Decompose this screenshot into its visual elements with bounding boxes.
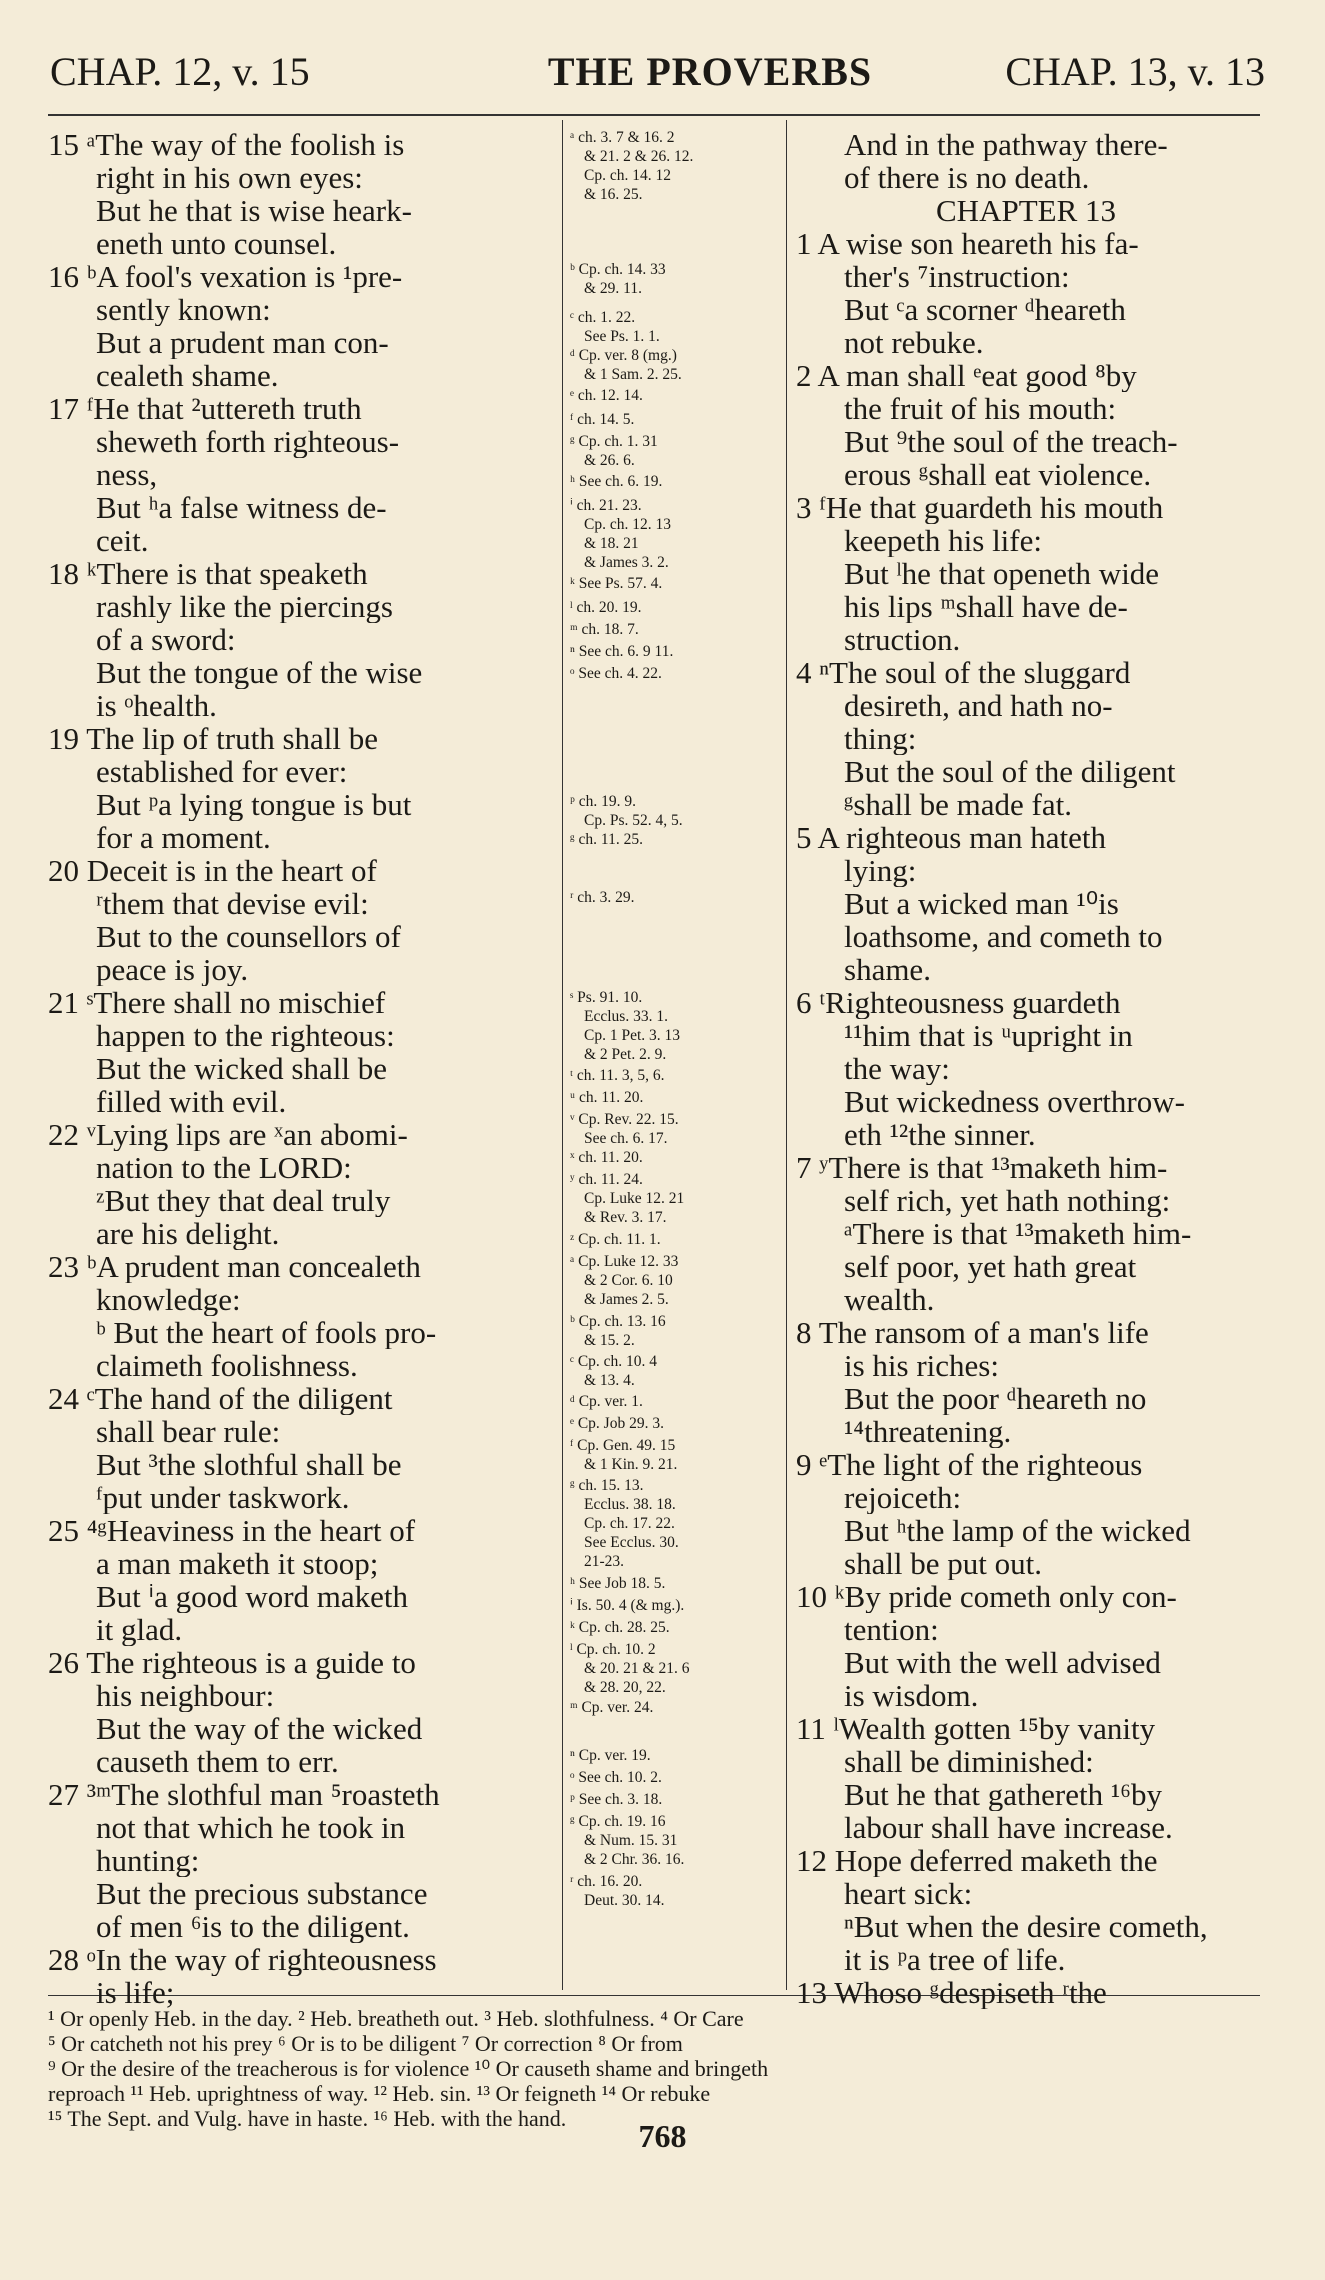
verse-line: filled with evil. xyxy=(96,1085,287,1118)
verse-line: not rebuke. xyxy=(844,326,984,359)
cross-reference-line: & Num. 15. 31 xyxy=(584,1832,678,1849)
verse-line: 18 ᵏThere is that speaketh xyxy=(48,557,368,590)
cross-reference xyxy=(570,1352,657,1390)
cross-reference-line: ʸ ch. 11. 24. xyxy=(570,1171,643,1188)
verse-line: ther's ⁷instruction: xyxy=(844,260,1070,293)
cross-reference-line: ˣ ch. 11. 20. xyxy=(570,1149,643,1166)
cross-reference-line: & James 2. 5. xyxy=(584,1291,669,1308)
verse-line: cealeth shame. xyxy=(96,359,279,392)
cross-reference-line: Ecclus. 33. 1. xyxy=(584,1008,668,1025)
verse-line: is wisdom. xyxy=(844,1679,979,1712)
right-text-column xyxy=(796,128,1256,2009)
verse-line: keepeth his life: xyxy=(844,524,1042,557)
cross-reference-line: ˡ ch. 20. 19. xyxy=(570,599,642,616)
verse-line: 13 Whoso ᵍdespiseth ʳthe xyxy=(796,1976,1107,2009)
verse-line: nation to the LORD: xyxy=(96,1151,352,1184)
verse-line: ᶠput under taskwork. xyxy=(96,1481,350,1514)
cross-reference-line: & James 3. 2. xyxy=(584,554,669,571)
verse-line: 22 ᵛLying lips are ˣan abomi- xyxy=(48,1118,408,1151)
cross-reference xyxy=(570,1436,677,1474)
cross-reference xyxy=(570,496,671,572)
verse-line: 25 ⁴ᵍHeaviness in the heart of xyxy=(48,1514,416,1547)
cross-reference-line: ⁱ ch. 21. 23. xyxy=(570,497,642,514)
verse-line: ᶻBut they that deal truly xyxy=(96,1184,391,1217)
cross-reference xyxy=(570,1698,653,1717)
verse-line: ¹¹him that is ᵘupright in xyxy=(844,1019,1133,1052)
verse-line: loathsome, and cometh to xyxy=(844,920,1163,953)
verse-line: not that which he took in xyxy=(96,1811,406,1844)
cross-reference-line: & 21. 2 & 26. 12. xyxy=(584,148,694,165)
verse-line: 6 ᵗRighteousness guardeth xyxy=(796,986,1121,1019)
column-divider-right xyxy=(786,120,787,1990)
cross-reference xyxy=(570,1872,665,1910)
cross-reference xyxy=(570,260,666,298)
verse-line: 19 The lip of truth shall be xyxy=(48,722,379,755)
verse-line: But the wicked shall be xyxy=(96,1052,387,1085)
verse-line: rashly like the piercings xyxy=(96,590,393,623)
cross-reference-line: ᵃ Cp. Luke 12. 33 xyxy=(570,1253,679,1270)
cross-reference xyxy=(570,1640,690,1697)
verse-line: are his delight. xyxy=(96,1217,280,1250)
verse-line: of men ⁶is to the diligent. xyxy=(96,1910,410,1943)
cross-reference-line: ᵒ See ch. 10. 2. xyxy=(570,1769,662,1786)
verse-line: 10 ᵏBy pride cometh only con- xyxy=(796,1580,1177,1613)
cross-reference-line: Cp. 1 Pet. 3. 13 xyxy=(584,1027,681,1044)
cross-reference-line: ᵇ Cp. ch. 13. 16 xyxy=(570,1313,666,1330)
verse-line: 21 ˢThere shall no mischief xyxy=(48,986,386,1019)
verse-line: 15 ᵃThe way of the foolish is xyxy=(48,128,405,161)
verse-line: heart sick: xyxy=(844,1877,973,1910)
cross-reference-line: & 2 Cor. 6. 10 xyxy=(584,1272,673,1289)
footnote-line: reproach ¹¹ Heb. uprightness of way. ¹² Heb. sin. ¹³ Or feigneth ¹⁴ Or rebuke xyxy=(48,2081,711,2106)
verse-line: But the way of the wicked xyxy=(96,1712,423,1745)
cross-reference-line: ᵇ Cp. ch. 14. 33 xyxy=(570,261,666,278)
cross-reference-line: 21-23. xyxy=(584,1553,625,1570)
cross-reference-line: ᶠ ch. 14. 5. xyxy=(570,411,635,428)
verse-line: sheweth forth righteous- xyxy=(96,425,400,458)
verse-line: ᵇ But the heart of fools pro- xyxy=(96,1316,437,1349)
cross-reference xyxy=(570,598,641,617)
verse-line: ᵃThere is that ¹³maketh him- xyxy=(844,1217,1192,1250)
header-right: CHAP. 13, v. 13 xyxy=(1005,49,1265,94)
cross-reference xyxy=(570,308,660,346)
cross-reference-line: ᵐ Cp. ver. 24. xyxy=(570,1699,654,1716)
cross-reference xyxy=(570,664,662,683)
cross-reference-line: ˢ Ps. 91. 10. xyxy=(570,989,643,1006)
verse-line: desireth, and hath no- xyxy=(844,689,1113,722)
verse-line: labour shall have increase. xyxy=(844,1811,1173,1844)
verse-line: his lips ᵐshall have de- xyxy=(844,590,1128,623)
cross-reference xyxy=(570,1746,651,1765)
cross-reference-line: Deut. 30. 14. xyxy=(584,1892,665,1909)
verse-line: 26 The righteous is a guide to xyxy=(48,1646,416,1679)
cross-reference-line: & 20. 21 & 21. 6 xyxy=(584,1660,690,1677)
cross-reference-line: Cp. ch. 12. 13 xyxy=(584,516,671,533)
cross-reference-line: Cp. Luke 12. 21 xyxy=(584,1190,685,1207)
cross-reference xyxy=(570,1618,670,1637)
cross-reference-line: ᵖ ch. 19. 9. xyxy=(570,793,636,810)
verse-line: 23 ᵇA prudent man concealeth xyxy=(48,1250,421,1283)
cross-reference xyxy=(570,1812,684,1869)
footnote-line: ¹ Or openly Heb. in the day. ² Heb. breatheth out. ³ Heb. slothfulness. ⁴ Or Care xyxy=(48,2006,744,2031)
verse-line: 20 Deceit is in the heart of xyxy=(48,854,377,887)
verse-line: is life; xyxy=(96,1976,175,2009)
verse-line: ¹⁴threatening. xyxy=(844,1415,1012,1448)
verse-line: of there is no death. xyxy=(844,161,1090,194)
cross-reference-line: See Ps. 1. 1. xyxy=(584,328,660,345)
cross-reference xyxy=(570,642,673,661)
cross-reference-line: ᶜ ch. 1. 22. xyxy=(570,309,636,326)
cross-reference-line: See Ecclus. 30. xyxy=(584,1534,679,1551)
verse-line: self poor, yet hath great xyxy=(844,1250,1137,1283)
cross-reference xyxy=(570,432,658,470)
cross-reference-line: ᵛ Cp. Rev. 22. 15. xyxy=(570,1111,679,1128)
footnote-line: ⁹ Or the desire of the treacherous is for violence ¹⁰ Or causeth shame and bringeth xyxy=(48,2056,769,2081)
cross-reference xyxy=(570,1414,664,1433)
verse-line: self rich, yet hath nothing: xyxy=(844,1184,1171,1217)
cross-reference-line: & 1 Kin. 9. 21. xyxy=(584,1456,678,1473)
verse-line: lying: xyxy=(844,854,917,887)
cross-reference xyxy=(570,830,643,849)
verse-line: 24 ᶜThe hand of the diligent xyxy=(48,1382,393,1415)
verse-line: But the precious substance xyxy=(96,1877,428,1910)
cross-reference xyxy=(570,620,639,639)
running-header xyxy=(50,48,1265,108)
verse-line: right in his own eyes: xyxy=(96,161,363,194)
cross-reference xyxy=(570,1574,665,1593)
verse-line: And in the pathway there- xyxy=(844,128,1168,161)
verse-line: But a prudent man con- xyxy=(96,326,389,359)
verse-line: eneth unto counsel. xyxy=(96,227,337,260)
cross-reference-line: ⁱ Is. 50. 4 (& mg.). xyxy=(570,1597,685,1614)
cross-reference-line: Cp. Ps. 52. 4, 5. xyxy=(584,812,683,829)
verse-line: of a sword: xyxy=(96,623,236,656)
cross-reference-line: ᵏ See Ps. 57. 4. xyxy=(570,575,663,592)
verse-line: 8 The ransom of a man's life xyxy=(796,1316,1149,1349)
column-divider-left xyxy=(562,120,563,1990)
cross-reference-line: ᵐ ch. 18. 7. xyxy=(570,621,639,638)
cross-reference-line: ᵈ Cp. ver. 1. xyxy=(570,1393,643,1410)
cross-reference xyxy=(570,1476,679,1571)
cross-reference-line: ᶻ Cp. ch. 11. 1. xyxy=(570,1231,661,1248)
cross-reference-line: Ecclus. 38. 18. xyxy=(584,1496,676,1513)
verse-line: But the tongue of the wise xyxy=(96,656,423,689)
cross-reference-line: ᵍ Cp. ch. 19. 16 xyxy=(570,1813,666,1830)
verse-line: it glad. xyxy=(96,1613,183,1646)
verse-line: ness, xyxy=(96,458,158,491)
cross-reference-line: & 2 Pet. 2. 9. xyxy=(584,1046,667,1063)
cross-reference-line: ᵍ Cp. ch. 1. 31 xyxy=(570,433,658,450)
header-title: THE PROVERBS xyxy=(547,49,873,94)
cross-reference xyxy=(570,792,683,830)
cross-reference xyxy=(570,1392,643,1411)
verse-line: But ˡhe that openeth wide xyxy=(844,557,1160,590)
cross-reference-line: & 28. 20, 22. xyxy=(584,1679,666,1696)
cross-reference xyxy=(570,1596,684,1615)
cross-reference xyxy=(570,410,634,429)
verse-line: But ᵖa lying tongue is but xyxy=(96,788,412,821)
cross-reference-line: ˡ Cp. ch. 10. 2 xyxy=(570,1641,656,1658)
verse-line: erous ᵍshall eat violence. xyxy=(844,458,1152,491)
cross-reference-line: & 18. 21 xyxy=(584,535,639,552)
verse-line: shame. xyxy=(844,953,931,986)
verse-line: happen to the righteous: xyxy=(96,1019,395,1052)
verse-line: 28 ᵒIn the way of righteousness xyxy=(48,1943,437,1976)
cross-reference xyxy=(570,346,682,384)
verse-line: 7 ʸThere is that ¹³maketh him- xyxy=(796,1151,1168,1184)
cross-reference-line: ʰ See ch. 6. 19. xyxy=(570,473,663,490)
verse-line: ʳthem that devise evil: xyxy=(96,887,369,920)
verse-line: But the poor ᵈheareth no xyxy=(844,1382,1147,1415)
cross-reference-line: & 1 Sam. 2. 25. xyxy=(584,366,682,383)
cross-reference-line: ʳ ch. 16. 20. xyxy=(570,1873,643,1890)
cross-reference-line: & 29. 11. xyxy=(584,280,642,297)
cross-reference xyxy=(570,1790,662,1809)
left-text-column xyxy=(48,128,558,2009)
cross-reference-line: ⁿ See ch. 6. 9 11. xyxy=(570,643,674,660)
verse-line: But ᶜa scorner ᵈheareth xyxy=(844,293,1126,326)
footnotes xyxy=(48,2006,1258,2131)
verse-line: 3 ᶠHe that guardeth his mouth xyxy=(796,491,1164,524)
cross-reference-line: ᵃ ch. 3. 7 & 16. 2 xyxy=(570,129,675,146)
cross-reference xyxy=(570,1066,665,1085)
verse-line: But ⁱa good word maketh xyxy=(96,1580,409,1613)
cross-reference-line: Cp. ch. 17. 22. xyxy=(584,1515,675,1532)
verse-line: ⁿBut when the desire cometh, xyxy=(844,1910,1208,1943)
verse-line: rejoiceth: xyxy=(844,1481,962,1514)
verse-line: thing: xyxy=(844,722,917,755)
verse-line: 4 ⁿThe soul of the sluggard xyxy=(796,656,1131,689)
reference-margin-column xyxy=(570,128,782,1988)
verse-line: But ³the slothful shall be xyxy=(96,1448,402,1481)
verse-line: claimeth foolishness. xyxy=(96,1349,358,1382)
verse-line: hunting: xyxy=(96,1844,200,1877)
verse-line: his neighbour: xyxy=(96,1679,275,1712)
cross-reference xyxy=(570,1110,679,1148)
verse-line: the fruit of his mouth: xyxy=(844,392,1117,425)
verse-line: 9 ᵉThe light of the righteous xyxy=(796,1448,1143,1481)
verse-line: peace is joy. xyxy=(96,953,249,986)
cross-reference xyxy=(570,1768,662,1787)
verse-line: it is ᵖa tree of life. xyxy=(844,1943,1066,1976)
verse-line: But ʰa false witness de- xyxy=(96,491,387,524)
verse-line: a man maketh it stoop; xyxy=(96,1547,379,1580)
footnote-line: ⁵ Or catcheth not his prey ⁶ Or is to be diligent ⁷ Or correction ⁸ Or from xyxy=(48,2031,683,2056)
verse-line: shall bear rule: xyxy=(96,1415,281,1448)
verse-line: shall be put out. xyxy=(844,1547,1043,1580)
verse-line: But he that is wise heark- xyxy=(96,194,412,227)
verse-line: causeth them to err. xyxy=(96,1745,339,1778)
cross-reference-line: ᵉ ch. 12. 14. xyxy=(570,387,643,404)
cross-reference xyxy=(570,888,635,907)
cross-reference-line: ᵗ ch. 11. 3, 5, 6. xyxy=(570,1067,665,1084)
verse-line: is his riches: xyxy=(844,1349,999,1382)
cross-reference-line: See ch. 6. 17. xyxy=(584,1130,668,1147)
header-rule xyxy=(48,114,1260,116)
verse-line: struction. xyxy=(844,623,961,656)
cross-reference xyxy=(570,574,662,593)
cross-reference-line: & 26. 6. xyxy=(584,452,635,469)
cross-reference xyxy=(570,1148,643,1167)
cross-reference xyxy=(570,1252,678,1309)
verse-line: CHAPTER 13 xyxy=(936,194,1116,227)
cross-reference xyxy=(570,1088,643,1107)
verse-line: established for ever: xyxy=(96,755,348,788)
cross-reference xyxy=(570,1230,661,1249)
cross-reference-line: ᵒ See ch. 4. 22. xyxy=(570,665,662,682)
cross-reference-line: ᵉ Cp. Job 29. 3. xyxy=(570,1415,664,1432)
cross-reference-line: & 15. 2. xyxy=(584,1332,635,1349)
verse-line: 2 A man shall ᵉeat good ⁸by xyxy=(796,359,1137,392)
cross-reference xyxy=(570,988,680,1064)
verse-line: But the soul of the diligent xyxy=(844,755,1176,788)
verse-line: the way: xyxy=(844,1052,950,1085)
verse-line: But ʰthe lamp of the wicked xyxy=(844,1514,1191,1547)
page-number: 768 xyxy=(638,2118,687,2154)
verse-line: shall be diminished: xyxy=(844,1745,1094,1778)
cross-reference-line: & 2 Chr. 36. 16. xyxy=(584,1851,685,1868)
verse-line: is ᵒhealth. xyxy=(96,689,217,722)
cross-reference xyxy=(570,386,643,405)
cross-reference xyxy=(570,1170,684,1227)
cross-reference-line: & 13. 4. xyxy=(584,1372,635,1389)
verse-line: 27 ³ᵐThe slothful man ⁵roasteth xyxy=(48,1778,440,1811)
verse-line: 16 ᵇA fool's vexation is ¹pre- xyxy=(48,260,403,293)
cross-reference-line: ᵍ ch. 11. 25. xyxy=(570,831,643,848)
verse-line: But he that gathereth ¹⁶by xyxy=(844,1778,1162,1811)
cross-reference-line: ʳ ch. 3. 29. xyxy=(570,889,635,906)
verse-line: tention: xyxy=(844,1613,939,1646)
verse-line: But ⁹the soul of the treach- xyxy=(844,425,1178,458)
cross-reference-line: Cp. ch. 14. 12 xyxy=(584,167,671,184)
cross-reference xyxy=(570,472,662,491)
verse-line: knowledge: xyxy=(96,1283,241,1316)
verse-line: But to the counsellors of xyxy=(96,920,401,953)
verse-line: 11 ˡWealth gotten ¹⁵by vanity xyxy=(796,1712,1156,1745)
verse-line: 1 A wise son heareth his fa- xyxy=(796,227,1139,260)
verse-line: for a moment. xyxy=(96,821,271,854)
cross-reference-line: ᶜ Cp. ch. 10. 4 xyxy=(570,1353,658,1370)
verse-line: ᵍshall be made fat. xyxy=(844,788,1072,821)
cross-reference-line: ᵏ Cp. ch. 28. 25. xyxy=(570,1619,670,1636)
header-left: CHAP. 12, v. 15 xyxy=(50,49,310,94)
verse-line: But a wicked man ¹⁰is xyxy=(844,887,1119,920)
cross-reference-line: ᵈ Cp. ver. 8 (mg.) xyxy=(570,347,677,364)
verse-line: sently known: xyxy=(96,293,271,326)
footnote-line: ¹⁵ The Sept. and Vulg. have in haste. ¹⁶ Heb. with the hand. xyxy=(48,2106,567,2131)
cross-reference-line: ᵍ ch. 15. 13. xyxy=(570,1477,644,1494)
verse-line: But with the well advised xyxy=(844,1646,1161,1679)
verse-line: eth ¹²the sinner. xyxy=(844,1118,1036,1151)
cross-reference-line: ⁿ Cp. ver. 19. xyxy=(570,1747,651,1764)
verse-line: wealth. xyxy=(844,1283,935,1316)
cross-reference-line: & Rev. 3. 17. xyxy=(584,1209,667,1226)
verse-line: 12 Hope deferred maketh the xyxy=(796,1844,1158,1877)
cross-reference-line: ᶠ Cp. Gen. 49. 15 xyxy=(570,1437,676,1454)
cross-reference-line: ʰ See Job 18. 5. xyxy=(570,1575,666,1592)
verse-line: ceit. xyxy=(96,524,149,557)
cross-reference-line: & 16. 25. xyxy=(584,186,643,203)
cross-reference-line: ᵘ ch. 11. 20. xyxy=(570,1089,644,1106)
cross-reference xyxy=(570,1312,666,1350)
verse-line: 17 ᶠHe that ²uttereth truth xyxy=(48,392,362,425)
cross-reference xyxy=(570,128,693,204)
verse-line: 5 A righteous man hateth xyxy=(796,821,1106,854)
cross-reference-line: ᵖ See ch. 3. 18. xyxy=(570,1791,663,1808)
verse-line: But wickedness overthrow- xyxy=(844,1085,1185,1118)
